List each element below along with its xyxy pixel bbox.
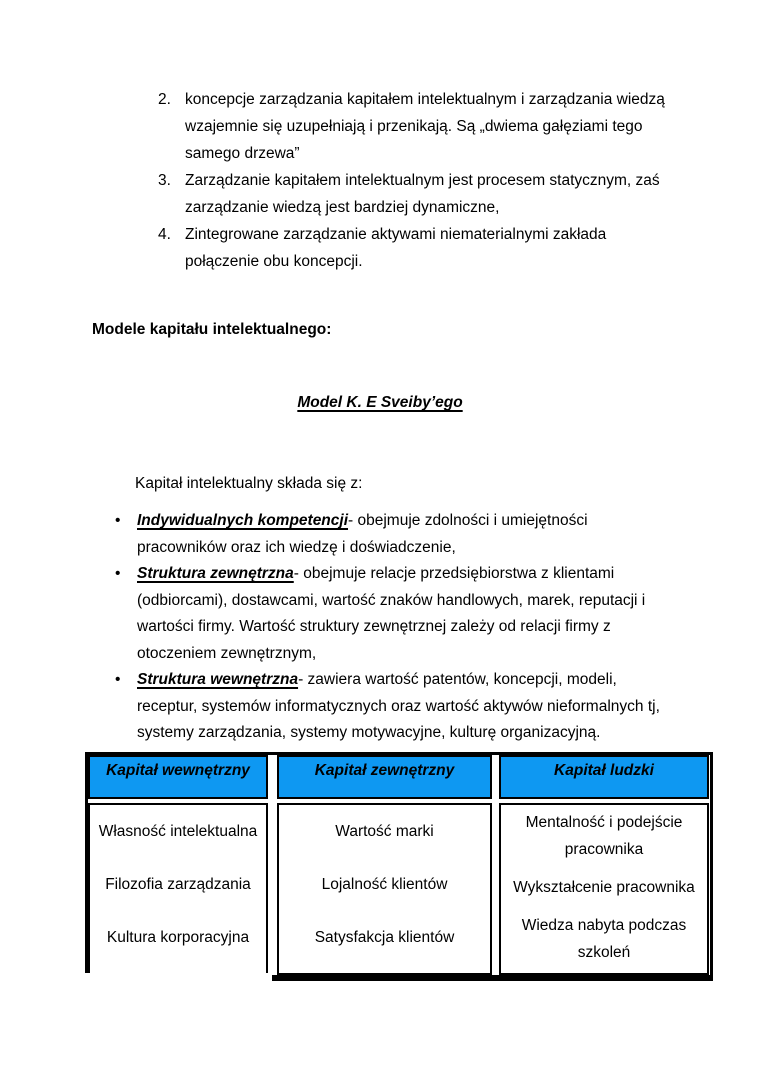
model-title [0, 389, 760, 416]
bullet-lines [137, 561, 645, 667]
bullet-item [115, 561, 660, 667]
numbered-item [158, 86, 665, 167]
table-cell-entry [501, 874, 707, 901]
item-line: zarządzanie wiedzą jest bardziej dynamiczne, [185, 199, 500, 216]
bullet-line [137, 667, 660, 694]
bullet-lead: Indywidualnych kompetencji [137, 512, 349, 529]
item-number: 3. [158, 172, 171, 189]
numbered-list [158, 86, 665, 275]
table-header-cell: Kapitał zewnętrzny [277, 755, 492, 799]
bullet-line: wartości firmy. Wartość struktury zewnętrznej zależy od relacji firmy z [137, 618, 611, 635]
table-header-cell: Kapitał wewnętrzny [88, 755, 268, 799]
numbered-item [158, 221, 665, 275]
entry-line: Lojalność klientów [321, 876, 448, 893]
intro-line: Kapitał intelektualny składa się z: [135, 475, 363, 492]
item-lines [185, 86, 665, 167]
capital-table [85, 752, 713, 984]
bullet-rest: - obejmuje zdolności i umiejętności [348, 512, 588, 529]
item-lines [185, 221, 606, 275]
item-line: Zarządzanie kapitałem intelektualnym jest procesem statycznym, zaś [185, 172, 660, 189]
table-cell-entry [90, 924, 266, 951]
bullet-line: otoczeniem zewnętrznym, [137, 644, 317, 662]
entry-line: Satysfakcja klientów [314, 929, 455, 946]
bullet-line: (odbiorcami), dostawcami, wartość znaków handlowych, marek, reputacji i [137, 591, 646, 609]
table-cell-entry [279, 924, 490, 951]
table-outer-border-bottom [272, 975, 713, 981]
numbered-item [158, 167, 665, 221]
table-cell-entry [501, 809, 707, 863]
entry-line: Wiedza nabyta podczas [521, 917, 687, 934]
bullet-icon: • [115, 512, 121, 529]
entry-line: szkoleń [577, 944, 631, 961]
bullet-line [137, 508, 588, 535]
table-cell-entry [90, 871, 266, 898]
bullet-item [115, 508, 660, 561]
table-outer-border-right [710, 752, 713, 981]
item-line: połączenie obu koncepcji. [185, 253, 363, 270]
bullet-line: receptur, systemów informatycznych oraz wartość aktywów nieformalnych tj, [137, 697, 660, 715]
item-line: samego drzewa” [185, 145, 300, 162]
entry-line: Wartość marki [335, 823, 434, 840]
bullet-line: pracowników oraz ich wiedzę i doświadczenie, [137, 538, 456, 556]
bullet-lead: Struktura wewnętrzna [137, 671, 299, 688]
item-line: wzajemnie się uzupełniają i przenikają. Są „dwiema gałęziami tego [185, 118, 643, 135]
bullet-item [115, 667, 660, 747]
bullet-rest: - zawiera wartość patentów, koncepcji, modeli, [298, 671, 617, 688]
table-cell-entry [501, 912, 707, 966]
entry-line: Własność intelektualna [98, 823, 258, 840]
table-cell-entry [90, 818, 266, 845]
bullet-list [115, 508, 660, 747]
bullet-lead: Struktura zewnętrzna [137, 565, 294, 582]
item-line: Zintegrowane zarządzanie aktywami niematerialnymi zakłada [185, 226, 607, 243]
table-header-cell: Kapitał ludzki [499, 755, 709, 799]
table-column-internal-capital [88, 755, 268, 973]
table-column-external-capital [277, 755, 492, 975]
entry-line: Wykształcenie pracownika [513, 879, 695, 896]
table-cell-entry [279, 871, 490, 898]
entry-line: Kultura korporacyjna [106, 929, 250, 946]
table-body-cell [499, 803, 709, 975]
bullet-line: systemy zarządzania, systemy motywacyjne, kulturę organizacyjną. [137, 724, 601, 741]
table-cell-entry [279, 818, 490, 845]
bullet-line [137, 561, 645, 588]
item-number: 2. [158, 91, 171, 108]
item-number: 4. [158, 226, 171, 243]
model-title-text: Model K. E Sveiby’ego [297, 394, 463, 411]
item-lines [185, 167, 660, 221]
bullet-lines [137, 508, 588, 561]
table-body-cell [88, 803, 268, 973]
table-body-cell [277, 803, 492, 975]
bullet-icon: • [115, 565, 121, 582]
bullet-lines [137, 667, 660, 747]
table-column-human-capital [499, 755, 709, 975]
entry-line: Filozofia zarządzania [105, 876, 251, 893]
item-line: koncepcje zarządzania kapitałem intelektualnym i zarządzania wiedzą [185, 91, 665, 108]
section-heading: Modele kapitału intelektualnego: [92, 321, 332, 338]
bullet-icon: • [115, 671, 121, 688]
entry-line: pracownika [564, 841, 644, 858]
bullet-rest: - obejmuje relacje przedsiębiorstwa z klientami [293, 565, 615, 582]
entry-line: Mentalność i podejście [525, 814, 683, 831]
